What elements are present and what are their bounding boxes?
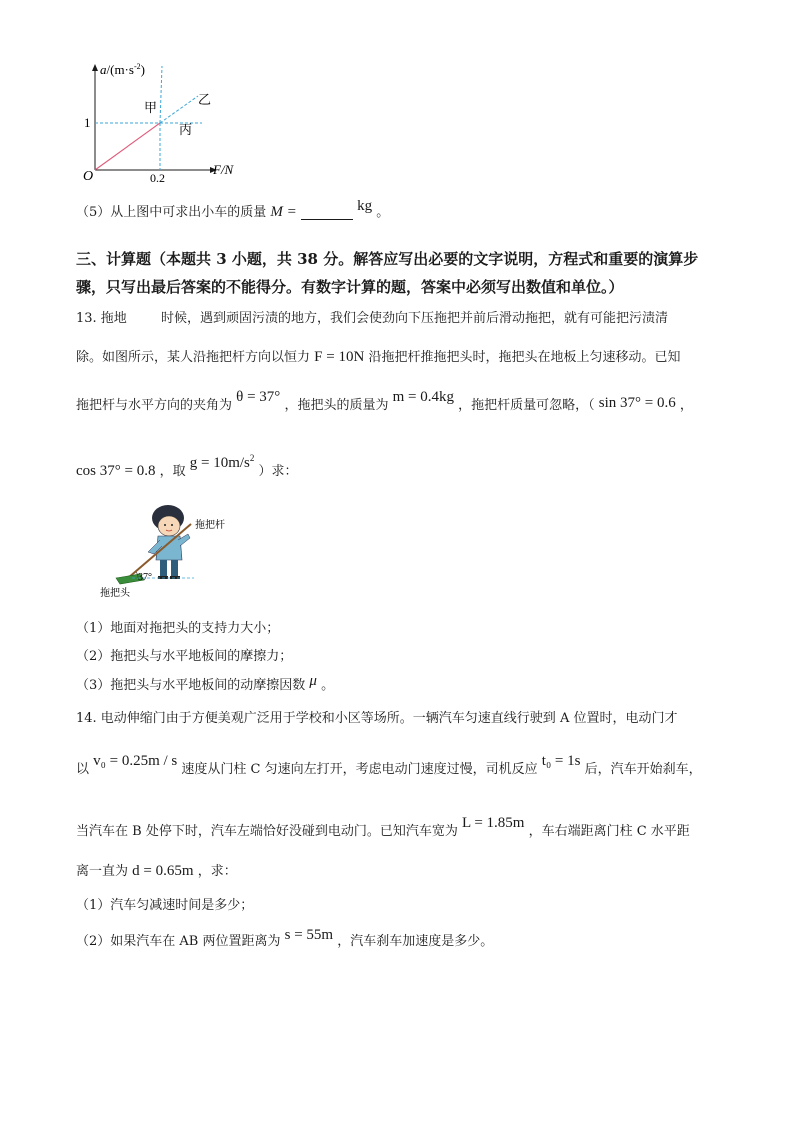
mop-head-label: 拖把头	[100, 588, 130, 599]
q13-line4	[76, 453, 298, 479]
line-jia-dashed	[160, 66, 162, 123]
boy-face	[158, 516, 180, 536]
q13-number-text: 13. 拖地	[76, 311, 127, 326]
section3-heading-line2: 骤，只写出最后答案的不能得分。有数字计算的题，答案中必须写出数值和单位。）	[76, 278, 624, 296]
q14-distance-d: d = 0.65m	[132, 863, 194, 879]
q14-line3-a: 当汽车在 B 处停下时，汽车左端恰好没碰到电动门。已知汽车宽为	[76, 824, 458, 839]
q13-angle-value: θ = 37°	[236, 389, 281, 405]
q13-sub3-b: 。	[321, 678, 335, 693]
q14-line4-a: 离一直为	[76, 864, 129, 879]
y-axis	[92, 64, 98, 170]
q13-sub1: （1）地面对拖把头的支持力大小；	[76, 621, 280, 636]
label-yi: 乙	[198, 92, 212, 107]
q13-line1	[76, 312, 668, 325]
q13-g-value: $g = 10m/s^2$	[189, 453, 255, 471]
y-tick-label: 1	[84, 115, 91, 130]
q14-distance-s: s = 55m	[284, 927, 334, 943]
q14-sub2-a: （2）如果汽车在 AB 两位置距离为	[76, 934, 281, 949]
q13-mass-value: m = 0.4kg	[392, 389, 454, 405]
q5-prefix: （5）从上图中可求出小车的质量	[76, 205, 267, 220]
origin-label: O	[83, 169, 94, 184]
mop-illustration	[98, 500, 258, 604]
q14-line2-c: 后，汽车开始刹车，	[584, 762, 702, 777]
q13-line2	[76, 350, 680, 365]
q13-force-value: F = 10N	[314, 349, 365, 365]
x-axis-label: F/N	[213, 162, 234, 177]
q13-line3-c: ，拖把杆质量可忽略，（	[458, 398, 595, 413]
q13-line2-a: 除。如图所示，某人沿拖把杆方向以恒力	[76, 350, 311, 365]
q13-line2-b: 沿拖把杆推拖把头时，拖把头在地板上匀速移动。已知	[368, 350, 681, 365]
a-f-graph	[80, 58, 260, 186]
q14-sub1: （1）汽车匀减速时间是多少；	[76, 898, 254, 913]
q13-line1-rest: 时候，遇到顽固污渍的地方，我们会使劲向下压拖把并前后滑动拖把，就有可能把污渍清	[160, 311, 668, 326]
q5-unit: kg	[357, 198, 373, 214]
x-tick-label: 0.2	[150, 171, 165, 185]
q13-line3-d: ，	[679, 398, 693, 413]
q14-car-width: L = 1.85m	[461, 815, 525, 831]
q14-line2-b: 速度从门柱 C 匀速向左打开，考虑电动门速度过慢，司机反应	[181, 762, 538, 777]
q13-line3	[76, 389, 693, 413]
q13-sub3-a: （3）拖把头与水平地板间的动摩擦因数	[76, 678, 306, 693]
q14-line3	[76, 815, 690, 839]
y-axis-label: $a/(m\cdot s^{-2})$	[100, 62, 145, 77]
q14-reaction-time: t₀ = 1s	[541, 753, 581, 769]
q5-suffix: 。	[376, 205, 390, 220]
section3-heading-line1: 三、计算题（本题共 3 小题，共 38 分。解答应写出必要的文字说明，方程式和重要的演算步	[76, 250, 699, 268]
q14-speed-value: v₀ = 0.25m / s	[93, 753, 178, 769]
label-jia: 甲	[144, 100, 158, 115]
q13-sub2: （2）拖把头与水平地板间的摩擦力；	[76, 649, 293, 664]
q14-line2-a: 以	[76, 762, 90, 777]
q14-sub2	[76, 927, 494, 949]
q14-line3-b: ，车右端距离门柱 C 水平距	[528, 824, 690, 839]
line-jia-solid	[95, 123, 160, 170]
mop-pole-label: 拖把杆	[195, 520, 225, 531]
q14-line4	[76, 864, 237, 879]
q14-line1: 14. 电动伸缩门由于方便美观广泛用于学校和小区等场所。一辆汽车匀速直线行驶到 A 位置时，电动门才	[76, 711, 678, 726]
q13-line3-b: ，拖把头的质量为	[284, 398, 389, 413]
q13-sub3	[76, 673, 335, 693]
q13-mu-symbol: μ	[309, 673, 317, 689]
q13-sin-value: sin 37° = 0.6	[598, 395, 676, 411]
q14-line4-b: ，求：	[197, 864, 237, 879]
q13-cos-value: cos 37° = 0.8	[76, 463, 156, 479]
q5-answer-blank[interactable]	[301, 205, 353, 220]
line-yi-dashed	[160, 96, 198, 123]
mop-angle-label: 37°	[138, 572, 152, 583]
q13-line4-a: ，取	[159, 464, 186, 479]
q13-line3-a: 拖把杆与水平方向的夹角为	[76, 398, 233, 413]
q14-line2	[76, 753, 702, 777]
q5-line	[76, 198, 390, 220]
label-bing: 丙	[179, 122, 193, 137]
q13-line4-b: ）求：	[258, 464, 298, 479]
q14-sub2-b: ，汽车刹车加速度是多少。	[337, 934, 494, 949]
q5-math: M =	[270, 204, 297, 220]
